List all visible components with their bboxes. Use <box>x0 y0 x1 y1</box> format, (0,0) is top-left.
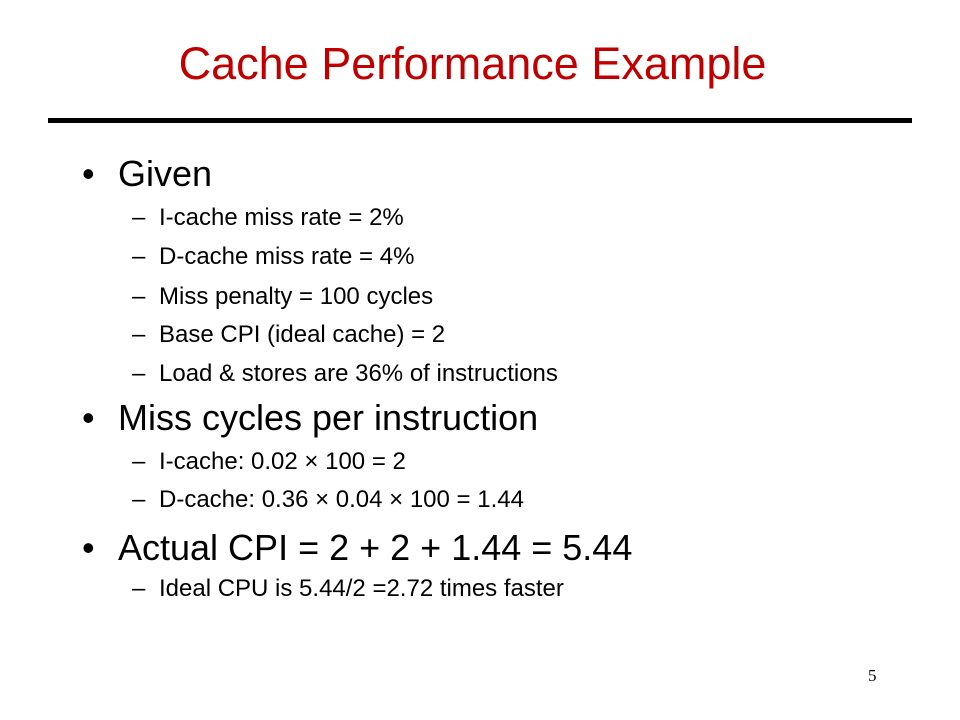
sub-bullet-text: I-cache miss rate = 2% <box>159 204 404 231</box>
dash-icon: – <box>132 448 146 475</box>
sub-bullet-text: Base CPI (ideal cache) = 2 <box>159 321 446 348</box>
bullet-dot-icon: • <box>82 397 95 438</box>
dash-icon: – <box>132 283 146 310</box>
bullet-dot-icon: • <box>82 527 95 568</box>
sub-bullet-text: Miss penalty = 100 cycles <box>159 283 434 310</box>
sub-bullet-text: Load & stores are 36% of instructions <box>159 360 558 387</box>
bullet-dot-icon: • <box>82 153 95 194</box>
page-number: 5 <box>868 666 877 685</box>
sub-bullet-text: D-cache: 0.36 × 0.04 × 100 = 1.44 <box>159 486 524 513</box>
bullet-heading: Actual CPI = 2 + 2 + 1.44 = 5.44 <box>118 527 633 568</box>
sub-bullet-text: I-cache: 0.02 × 100 = 2 <box>159 448 406 475</box>
bullet-heading: Given <box>118 153 213 194</box>
dash-icon: – <box>132 204 146 231</box>
slide-title: Cache Performance Example <box>178 38 767 89</box>
bullet-heading: Miss cycles per instruction <box>118 397 539 438</box>
sub-bullet-text: D-cache miss rate = 4% <box>159 243 415 270</box>
sub-bullet-text: Ideal CPU is 5.44/2 =2.72 times faster <box>159 575 564 602</box>
dash-icon: – <box>132 360 146 387</box>
dash-icon: – <box>132 486 146 513</box>
dash-icon: – <box>132 243 146 270</box>
dash-icon: – <box>132 321 146 348</box>
dash-icon: – <box>132 575 146 602</box>
